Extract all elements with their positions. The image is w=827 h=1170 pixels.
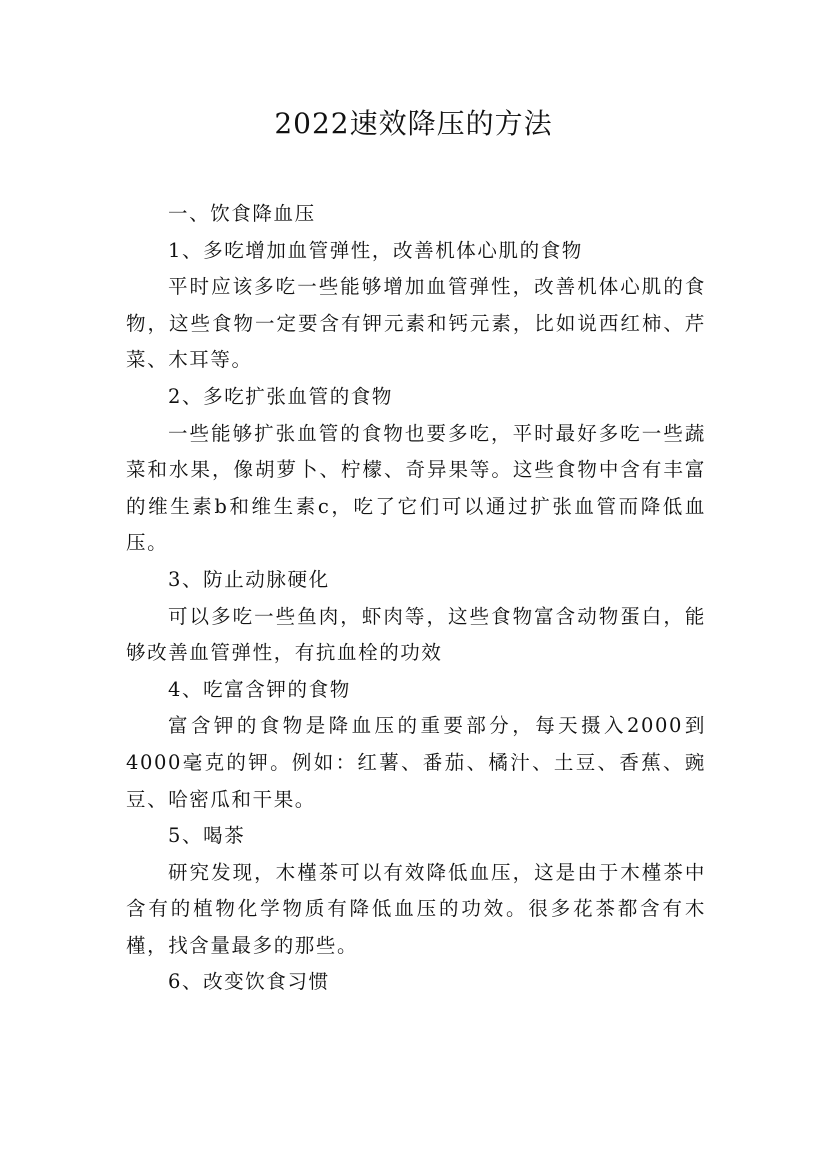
- subheading-change-habits: 6、改变饮食习惯: [168, 970, 330, 994]
- paragraph-dilate-vessels: 一些能够扩张血管的食物也要多吃，平时最好多吃一些蔬菜和水果，像胡萝卜、柠檬、奇异果等。这些食物中含有丰富的维生素b和维生素c，吃了它们可以通过扩张血管而降低血压。: [126, 421, 706, 555]
- paragraph-vascular-elasticity: 平时应该多吃一些能够增加血管弹性，改善机体心肌的食物，这些食物一定要含有钾元素和钙元素，比如说西红柿、芹菜、木耳等。: [126, 275, 706, 372]
- subheading-dilate-vessels: 2、多吃扩张血管的食物: [168, 384, 394, 408]
- section-heading-diet: 一、饮食降血压: [168, 202, 316, 225]
- paragraph-prevent-arteriosclerosis: 可以多吃一些鱼肉，虾肉等，这些食物富含动物蛋白，能够改善血管弹性，有抗血栓的功效: [126, 604, 706, 665]
- subheading-potassium-foods: 4、吃富含钾的食物: [168, 677, 351, 701]
- paragraph-potassium-foods: 富含钾的食物是降血压的重要部分，每天摄入2000到4000毫克的钾。例如：红薯、番茄、橘汁、土豆、香蕉、豌豆、哈密瓜和干果。: [126, 714, 706, 811]
- subheading-vascular-elasticity: 1、多吃增加血管弹性，改善机体心肌的食物: [168, 238, 583, 262]
- subheading-drink-tea: 5、喝茶: [168, 824, 246, 848]
- document-body: [126, 196, 706, 1001]
- paragraph-drink-tea: 研究发现，木槿茶可以有效降低血压，这是由于木槿茶中含有的植物化学物质有降低血压的功效。很多花茶都含有木槿，找含量最多的那些。: [126, 860, 706, 957]
- document-title: 2022速效降压的方法: [274, 107, 553, 140]
- subheading-prevent-arteriosclerosis: 3、防止动脉硬化: [168, 567, 330, 591]
